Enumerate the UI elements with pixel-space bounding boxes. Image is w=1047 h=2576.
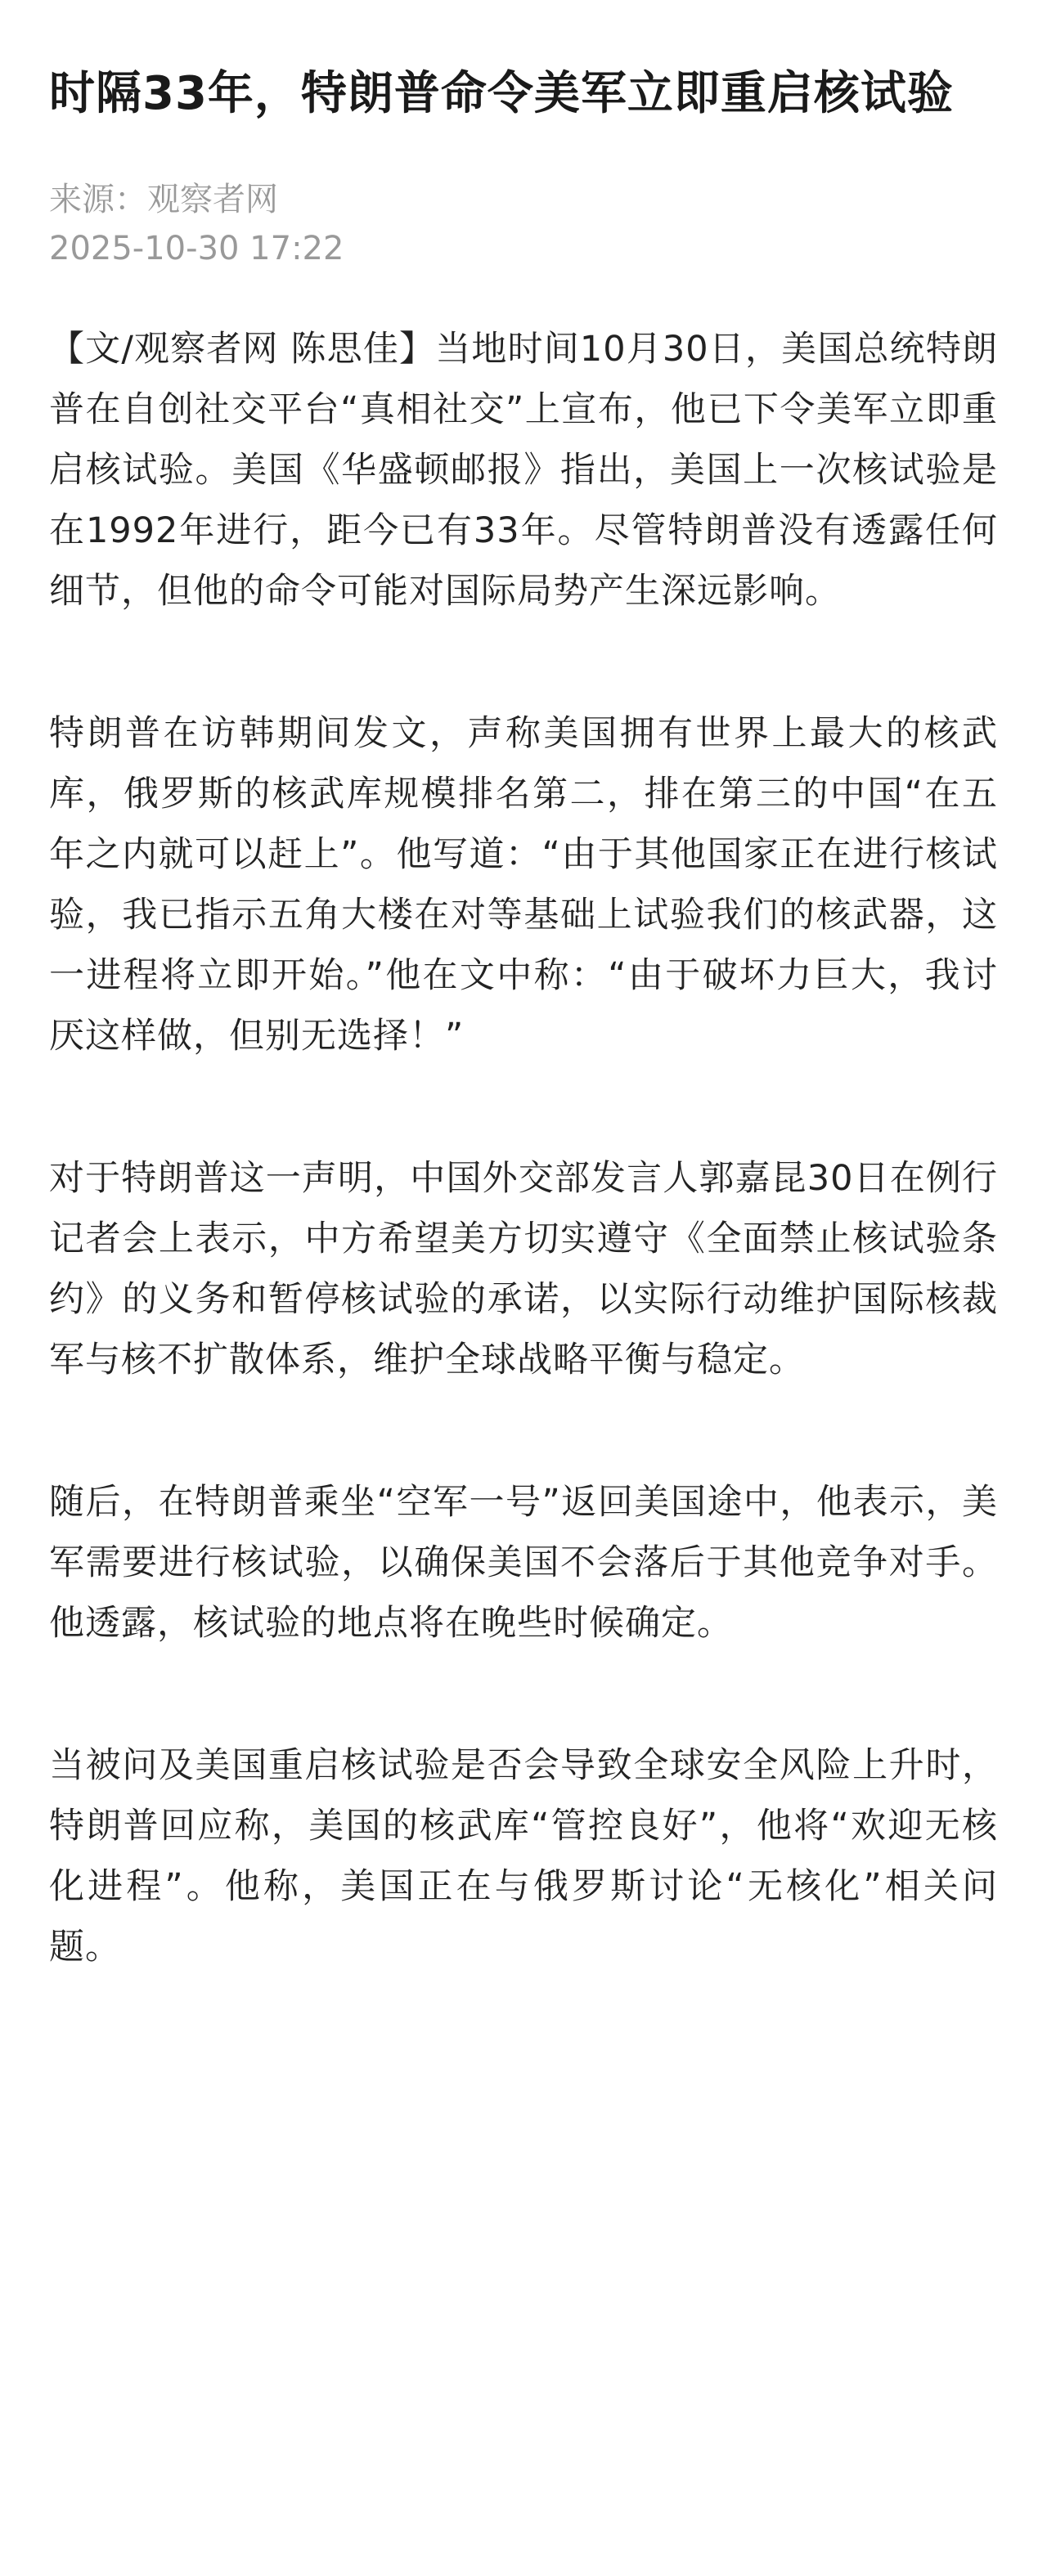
paragraph: 对于特朗普这一声明，中国外交部发言人郭嘉昆30日在例行记者会上表示，中方希望美方切实遵守《全面禁止核试验条约》的义务和暂停核试验的承诺，以实际行动维护国际核裁军与核不扩散体系，维护全球战略平衡与稳定。 <box>49 1158 998 1380</box>
article-body <box>49 319 998 1977</box>
article-meta <box>49 175 998 273</box>
article-datetime: 2025-10-30 17:22 <box>49 230 344 267</box>
article <box>49 51 998 1977</box>
article-source: 来源：观察者网 <box>49 181 278 218</box>
paragraph: 【文/观察者网 陈思佳】当地时间10月30日，美国总统特朗普在自创社交平台“真相社交”上宣布，他已下令美军立即重启核试验。美国《华盛顿邮报》指出，美国上一次核试验是在1992年进行，距今已有33年。尽管特朗普没有透露任何细节，但他的命令可能对国际局势产生深远影响。 <box>49 329 998 612</box>
article-title: 时隔33年，特朗普命令美军立即重启核试验 <box>49 67 954 120</box>
paragraph: 特朗普在访韩期间发文，声称美国拥有世界上最大的核武库，俄罗斯的核武库规模排名第二，排在第三的中国“在五年之内就可以赶上”。他写道：“由于其他国家正在进行核试验，我已指示五角大楼在对等基础上试验我们的核武器，这一进程将立即开始。”他在文中称：“由于破坏力巨大，我讨厌这样做，但别无选择！” <box>49 713 998 1057</box>
paragraph: 当被问及美国重启核试验是否会导致全球安全风险上升时，特朗普回应称，美国的核武库“管控良好”，他将“欢迎无核化进程”。他称，美国正在与俄罗斯讨论“无核化”相关问题。 <box>49 1745 998 1968</box>
paragraph: 随后，在特朗普乘坐“空军一号”返回美国途中，他表示，美军需要进行核试验，以确保美国不会落后于其他竞争对手。他透露，核试验的地点将在晚些时候确定。 <box>49 1482 998 1644</box>
